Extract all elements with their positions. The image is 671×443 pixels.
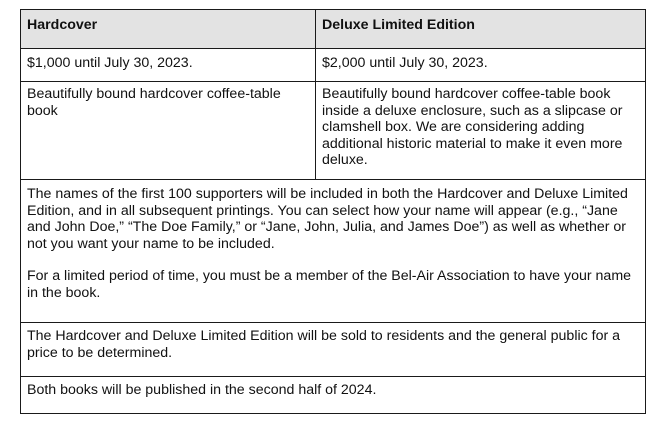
names-note-paragraph-2: For a limited period of time, you must be a member of the Bel-Air Association to have your name in the book. [27, 268, 632, 301]
description-deluxe: Beautifully bound hardcover coffee-table book inside a deluxe enclosure, such as a slipcase or clamshell box. We are considering adding additional historic material to make it even more deluxe. [316, 82, 646, 180]
price-row [21, 49, 646, 82]
names-note-paragraph-1: The names of the first 100 supporters will be included in both the Hardcover and Deluxe Limited Edition, and in all subsequent printings. You can select how your name will appear (e.g., “Jane and John Doe,” “The Doe Family,” or “Jane, John, Julia, and James Doe”) as well as whether or not you want your name to be included. [27, 186, 628, 252]
names-note-cell [21, 180, 646, 323]
sale-note-cell: The Hardcover and Deluxe Limited Edition will be sold to residents and the general public for a price to be determined. [21, 323, 646, 377]
price-hardcover: $1,000 until July 30, 2023. [21, 49, 316, 82]
names-note-row [21, 180, 646, 323]
price-deluxe: $2,000 until July 30, 2023. [316, 49, 646, 82]
header-deluxe: Deluxe Limited Edition [316, 10, 646, 49]
header-row [21, 10, 646, 49]
header-hardcover: Hardcover [21, 10, 316, 49]
description-row [21, 82, 646, 180]
publish-note-cell: Both books will be published in the second half of 2024. [21, 377, 646, 414]
description-hardcover: Beautifully bound hardcover coffee-table book [21, 82, 316, 180]
edition-comparison-table [20, 9, 646, 414]
publish-note-row [21, 377, 646, 414]
sale-note-row [21, 323, 646, 377]
